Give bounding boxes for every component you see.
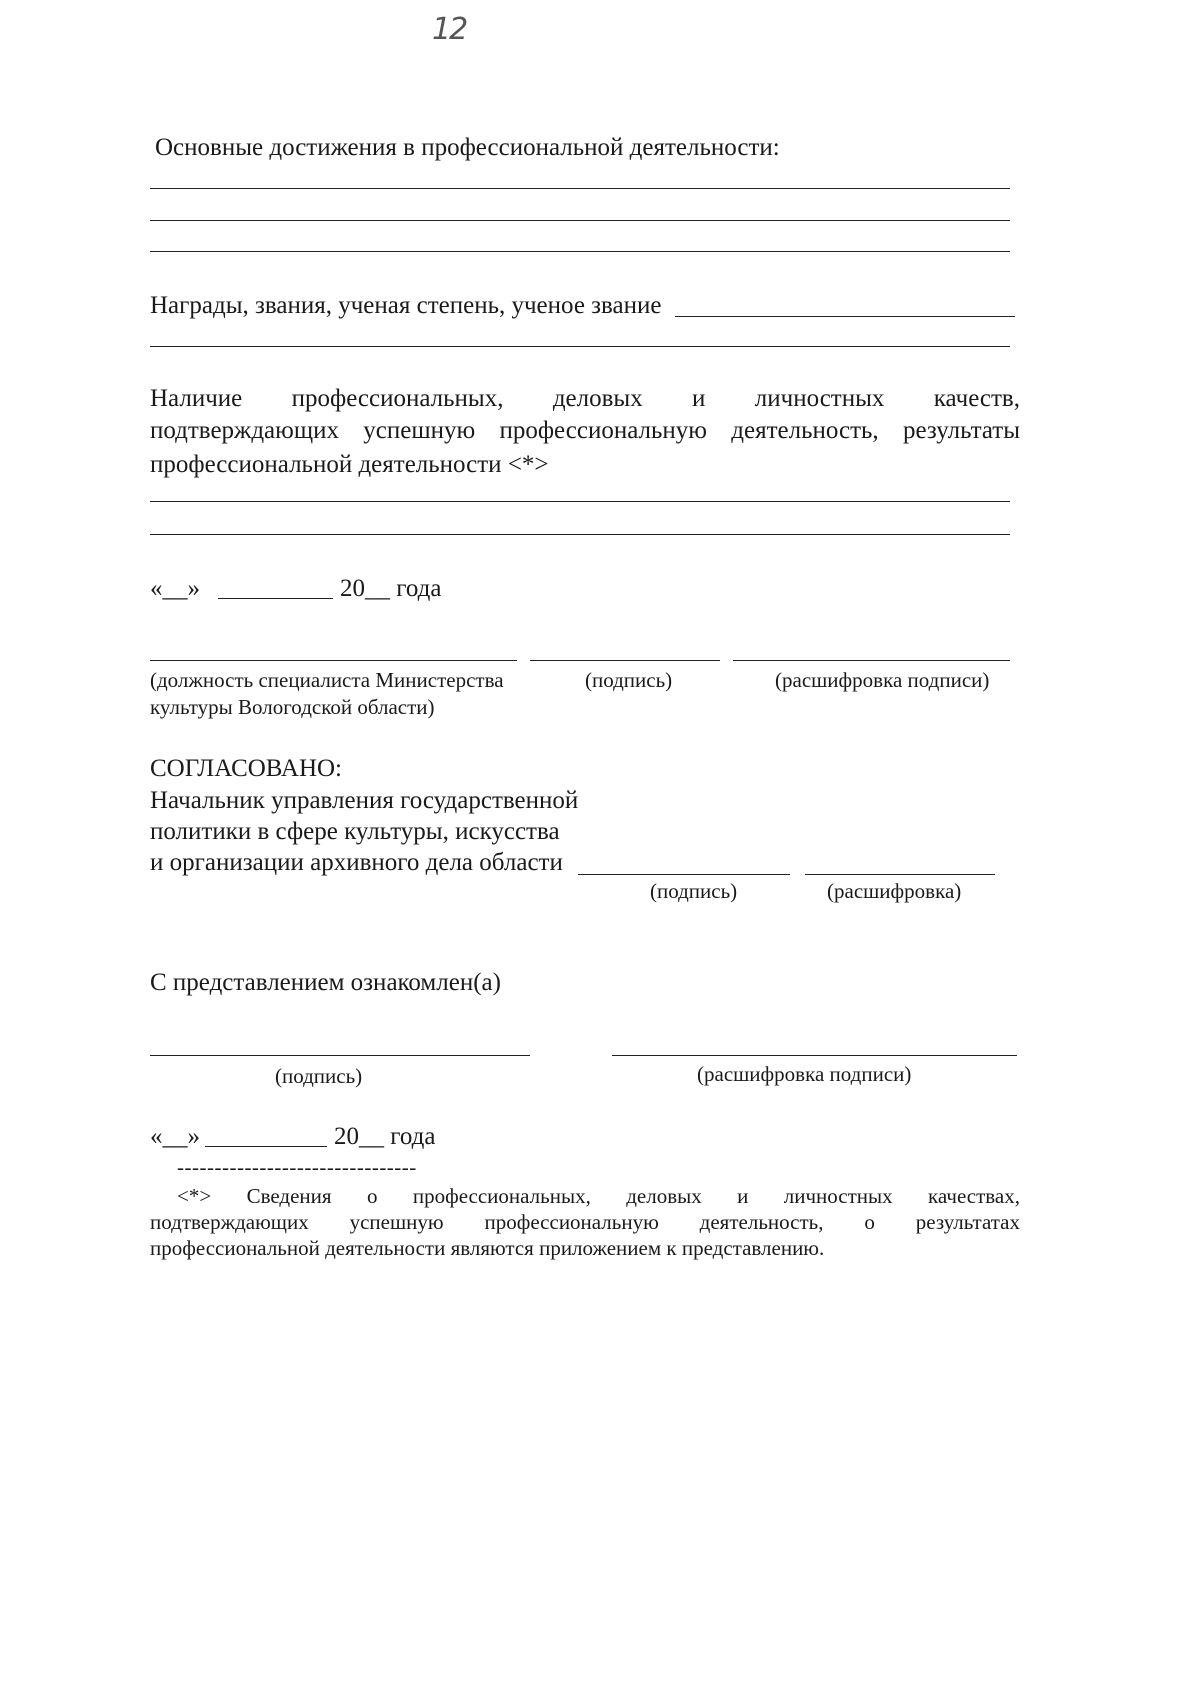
date1-month-line[interactable] [218, 598, 333, 599]
position-caption-line-1: (должность специалиста Министерства [150, 668, 504, 692]
qualities-text-line-2: подтверждающих успешную профессиональную деятельность, результаты [150, 417, 1020, 444]
qualities-field-line-2[interactable] [150, 534, 1010, 535]
achievements-field-line-3[interactable] [150, 251, 1010, 252]
date1-day: «__» [150, 575, 200, 602]
awards-label: Награды, звания, ученая степень, ученое звание [150, 292, 662, 319]
acquainted-signature-line[interactable] [150, 1055, 530, 1056]
approval-signature-caption: (подпись) [650, 879, 738, 903]
acquainted-decoding-caption: (расшифровка подписи) [697, 1062, 912, 1086]
position-caption-line-2: культуры Вологодской области) [150, 695, 435, 719]
awards-field-line-2[interactable] [150, 346, 1010, 347]
approval-line-3: и организации архивного дела области [150, 849, 563, 876]
achievements-label: Основные достижения в профессиональной деятельности: [155, 134, 780, 161]
date2-day: «__» [150, 1123, 200, 1150]
approval-decoding-caption: (расшифровка) [827, 879, 962, 903]
achievements-field-line-2[interactable] [150, 220, 1010, 221]
qualities-field-line-1[interactable] [150, 501, 1010, 502]
footnote-line-2: подтверждающих успешную профессиональную деятельность, о результатах [150, 1210, 1020, 1234]
achievements-field-line-1[interactable] [150, 188, 1010, 189]
approval-line-2: политики в сфере культуры, искусства [150, 818, 560, 845]
approval-line-1: Начальник управления государственной [150, 787, 579, 814]
date2-month-line[interactable] [205, 1146, 327, 1147]
page-number: 12 [432, 12, 467, 47]
approval-heading: СОГЛАСОВАНО: [150, 755, 343, 782]
footnote-separator: -------------------------------- [177, 1155, 417, 1179]
qualities-text-line-1: Наличие профессиональных, деловых и личностных качеств, [150, 385, 1020, 412]
position-line[interactable] [150, 660, 517, 661]
awards-field-line-1[interactable] [675, 316, 1015, 317]
acquainted-label: С представлением ознакомлен(а) [150, 969, 501, 996]
footnote-line-1: <*> Сведения о профессиональных, деловых и личностных качествах, [177, 1184, 1020, 1208]
decoding-caption-1: (расшифровка подписи) [775, 668, 990, 692]
approval-decoding-line[interactable] [805, 874, 995, 875]
decoding-line-1[interactable] [733, 660, 1010, 661]
acquainted-decoding-line[interactable] [612, 1055, 1017, 1056]
acquainted-signature-caption: (подпись) [275, 1064, 363, 1088]
date1-year: 20__ года [340, 575, 442, 602]
approval-signature-line[interactable] [578, 874, 790, 875]
qualities-text-line-3: профессиональной деятельности <*> [150, 451, 549, 478]
footnote-line-3: профессиональной деятельности являются приложением к представлению. [150, 1236, 825, 1260]
signature-caption-1: (подпись) [585, 668, 673, 692]
signature-line-1[interactable] [530, 660, 720, 661]
date2-year: 20__ года [334, 1123, 436, 1150]
